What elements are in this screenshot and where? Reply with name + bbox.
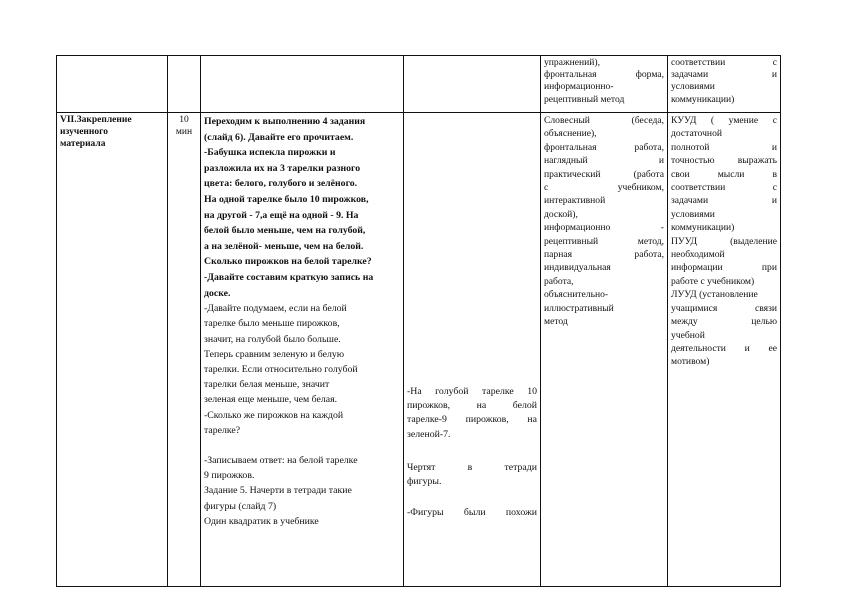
text-line: разложила их на 3 тарелки разного xyxy=(204,162,361,174)
cell-methods-prev xyxy=(541,56,668,113)
spacer xyxy=(407,114,537,385)
teacher-reasoning-text xyxy=(204,301,400,438)
students-draw-text xyxy=(407,461,537,489)
text-line: доске. xyxy=(204,287,231,299)
text-line: достаточной xyxy=(671,128,722,140)
text-line: деятельности и ее xyxy=(671,342,777,354)
text-line: учащимися связи xyxy=(671,302,777,314)
text-line: КУУД ( умение с xyxy=(671,115,777,126)
text-line: с учебником, xyxy=(544,182,664,194)
text-line: зеленая еще меньше, чем белая. xyxy=(204,394,338,406)
text-line: работе с учебником) xyxy=(671,275,755,287)
text-line: наглядный и xyxy=(544,155,664,167)
students-answer-text xyxy=(407,385,537,442)
text-line: информации при xyxy=(671,262,777,274)
cell-uud-prev xyxy=(668,56,781,113)
text-line: фронтальная работа, xyxy=(544,141,664,153)
text-line: -Бабушка испекла пирожки и xyxy=(204,147,336,159)
text-line: соответствии с xyxy=(671,57,777,68)
text-line: тарелке-9 пирожков, на xyxy=(407,414,537,426)
text-line: (слайд 6). Давайте его прочитаем. xyxy=(204,131,354,143)
methods-text xyxy=(544,114,664,329)
spacer xyxy=(204,438,400,453)
text-line: тарелке? xyxy=(204,424,241,436)
cell-stage xyxy=(57,113,168,587)
table-row-continuation xyxy=(57,56,781,113)
students-figures-text xyxy=(407,506,537,520)
text-line: на другой - 7,а ещё на одной - 9. На xyxy=(204,209,359,221)
text-line: ЛУУД (установление xyxy=(671,289,758,301)
text-line: Задание 5. Начерти в тетради такие xyxy=(204,485,352,497)
text-line: фигуры (слайд 7) xyxy=(204,500,277,512)
text-line: белой было меньше, чем на голубой, xyxy=(204,225,366,237)
text-line: -Записываем ответ: на белой тарелке xyxy=(204,454,358,466)
text-line: доской), xyxy=(544,208,578,220)
text-line: интерактивной xyxy=(544,195,606,207)
text-line: -Давайте подумаем, если на белой xyxy=(204,303,347,315)
text-line: Словесный (беседа, xyxy=(544,115,664,126)
text-line: фронтальная форма, xyxy=(544,69,664,81)
text-line: парная работа, xyxy=(544,249,664,261)
text-line: метод xyxy=(544,316,568,328)
text-line: На одной тарелке было 10 пирожков, xyxy=(204,193,369,205)
text-line: изученного xyxy=(60,127,108,137)
cell-methods xyxy=(541,113,668,587)
text-line: 9 пирожков. xyxy=(204,470,255,482)
text-line: упражнений), xyxy=(544,57,601,68)
text-line: зеленой-7. xyxy=(407,428,451,440)
text-line: -Фигуры были похожи xyxy=(407,507,537,519)
text-line: индивидуальная xyxy=(544,262,611,274)
text-line: информационно- xyxy=(544,81,614,93)
cell-students-prev xyxy=(404,56,541,113)
text-line: Чертят в тетради xyxy=(407,461,537,473)
text-line: -На голубой тарелке 10 xyxy=(407,386,537,397)
text-line: задачами и xyxy=(671,69,777,81)
text-line: соответствии с xyxy=(671,182,777,194)
text-line: свои мысли в xyxy=(671,168,777,180)
uud-prev-text xyxy=(671,57,777,106)
cell-time xyxy=(168,113,201,587)
stage-title xyxy=(60,114,164,150)
text-line: Один квадратик в учебнике xyxy=(204,515,319,527)
text-line: объяснительно- xyxy=(544,289,609,301)
stage-duration xyxy=(171,114,197,138)
cell-stage-prev xyxy=(57,56,168,113)
cell-uud xyxy=(668,113,781,587)
teacher-task4-text xyxy=(204,114,400,301)
text-line: Теперь сравним зеленую и белую xyxy=(204,348,345,360)
text-line: -Сколько же пирожков на каждой xyxy=(204,409,344,421)
text-line: тарелке было меньше пирожков, xyxy=(204,318,340,330)
text-line: практический (работа xyxy=(544,168,664,180)
text-line: тарелки белая меньше, значит xyxy=(204,379,330,391)
text-line: объяснение), xyxy=(544,128,597,140)
text-line: материала xyxy=(60,139,106,149)
text-line: рецептивный метод xyxy=(544,93,625,105)
text-line: Сколько пирожков на белой тарелке? xyxy=(204,256,372,268)
cell-time-prev xyxy=(168,56,201,113)
teacher-answer-task5-text xyxy=(204,453,400,529)
text-line: между целью xyxy=(671,316,777,328)
text-line: значит, на голубой было больше. xyxy=(204,333,341,345)
text-line: мин xyxy=(175,127,193,137)
text-line: а на зелёной- меньше, чем на белой. xyxy=(204,240,364,252)
text-line: мотивом) xyxy=(671,356,710,368)
text-line: условиями xyxy=(671,208,715,220)
text-line: информационно - xyxy=(544,222,664,234)
text-line: условиями xyxy=(671,81,715,93)
text-line: иллюстративный xyxy=(544,302,614,314)
uud-text xyxy=(671,114,777,369)
text-line: пирожков, на белой xyxy=(407,400,537,412)
methods-prev-text xyxy=(544,57,664,106)
cell-teacher-activity xyxy=(201,113,404,587)
text-line: рецептивный метод, xyxy=(544,235,664,247)
text-line: коммуникации) xyxy=(671,222,735,234)
text-line: -Давайте составим краткую запись на xyxy=(204,271,374,283)
text-line: точностью выражать xyxy=(671,155,777,167)
table-row-consolidation xyxy=(57,113,781,587)
lesson-plan-table xyxy=(56,55,781,587)
text-line: цвета: белого, голубого и зелёного. xyxy=(204,178,358,190)
spacer xyxy=(407,489,537,506)
spacer xyxy=(407,442,537,461)
text-line: Переходим к выполнению 4 задания xyxy=(204,116,366,127)
text-line: VII.Закрепление xyxy=(60,115,132,125)
text-line: задачами и xyxy=(671,195,777,207)
text-line: фигуры. xyxy=(407,476,442,488)
text-line: тарелки. Если относительно голубой xyxy=(204,363,358,375)
text-line: ПУУД (выделение xyxy=(671,235,777,247)
text-line: 10 xyxy=(179,115,189,125)
text-line: коммуникации) xyxy=(671,93,735,105)
text-line: работа, xyxy=(544,275,574,287)
text-line: необходимой xyxy=(671,249,725,261)
cell-teacher-prev xyxy=(201,56,404,113)
cell-students-activity xyxy=(404,113,541,587)
text-line: полнотой и xyxy=(671,141,777,153)
text-line: учебной xyxy=(671,329,705,341)
